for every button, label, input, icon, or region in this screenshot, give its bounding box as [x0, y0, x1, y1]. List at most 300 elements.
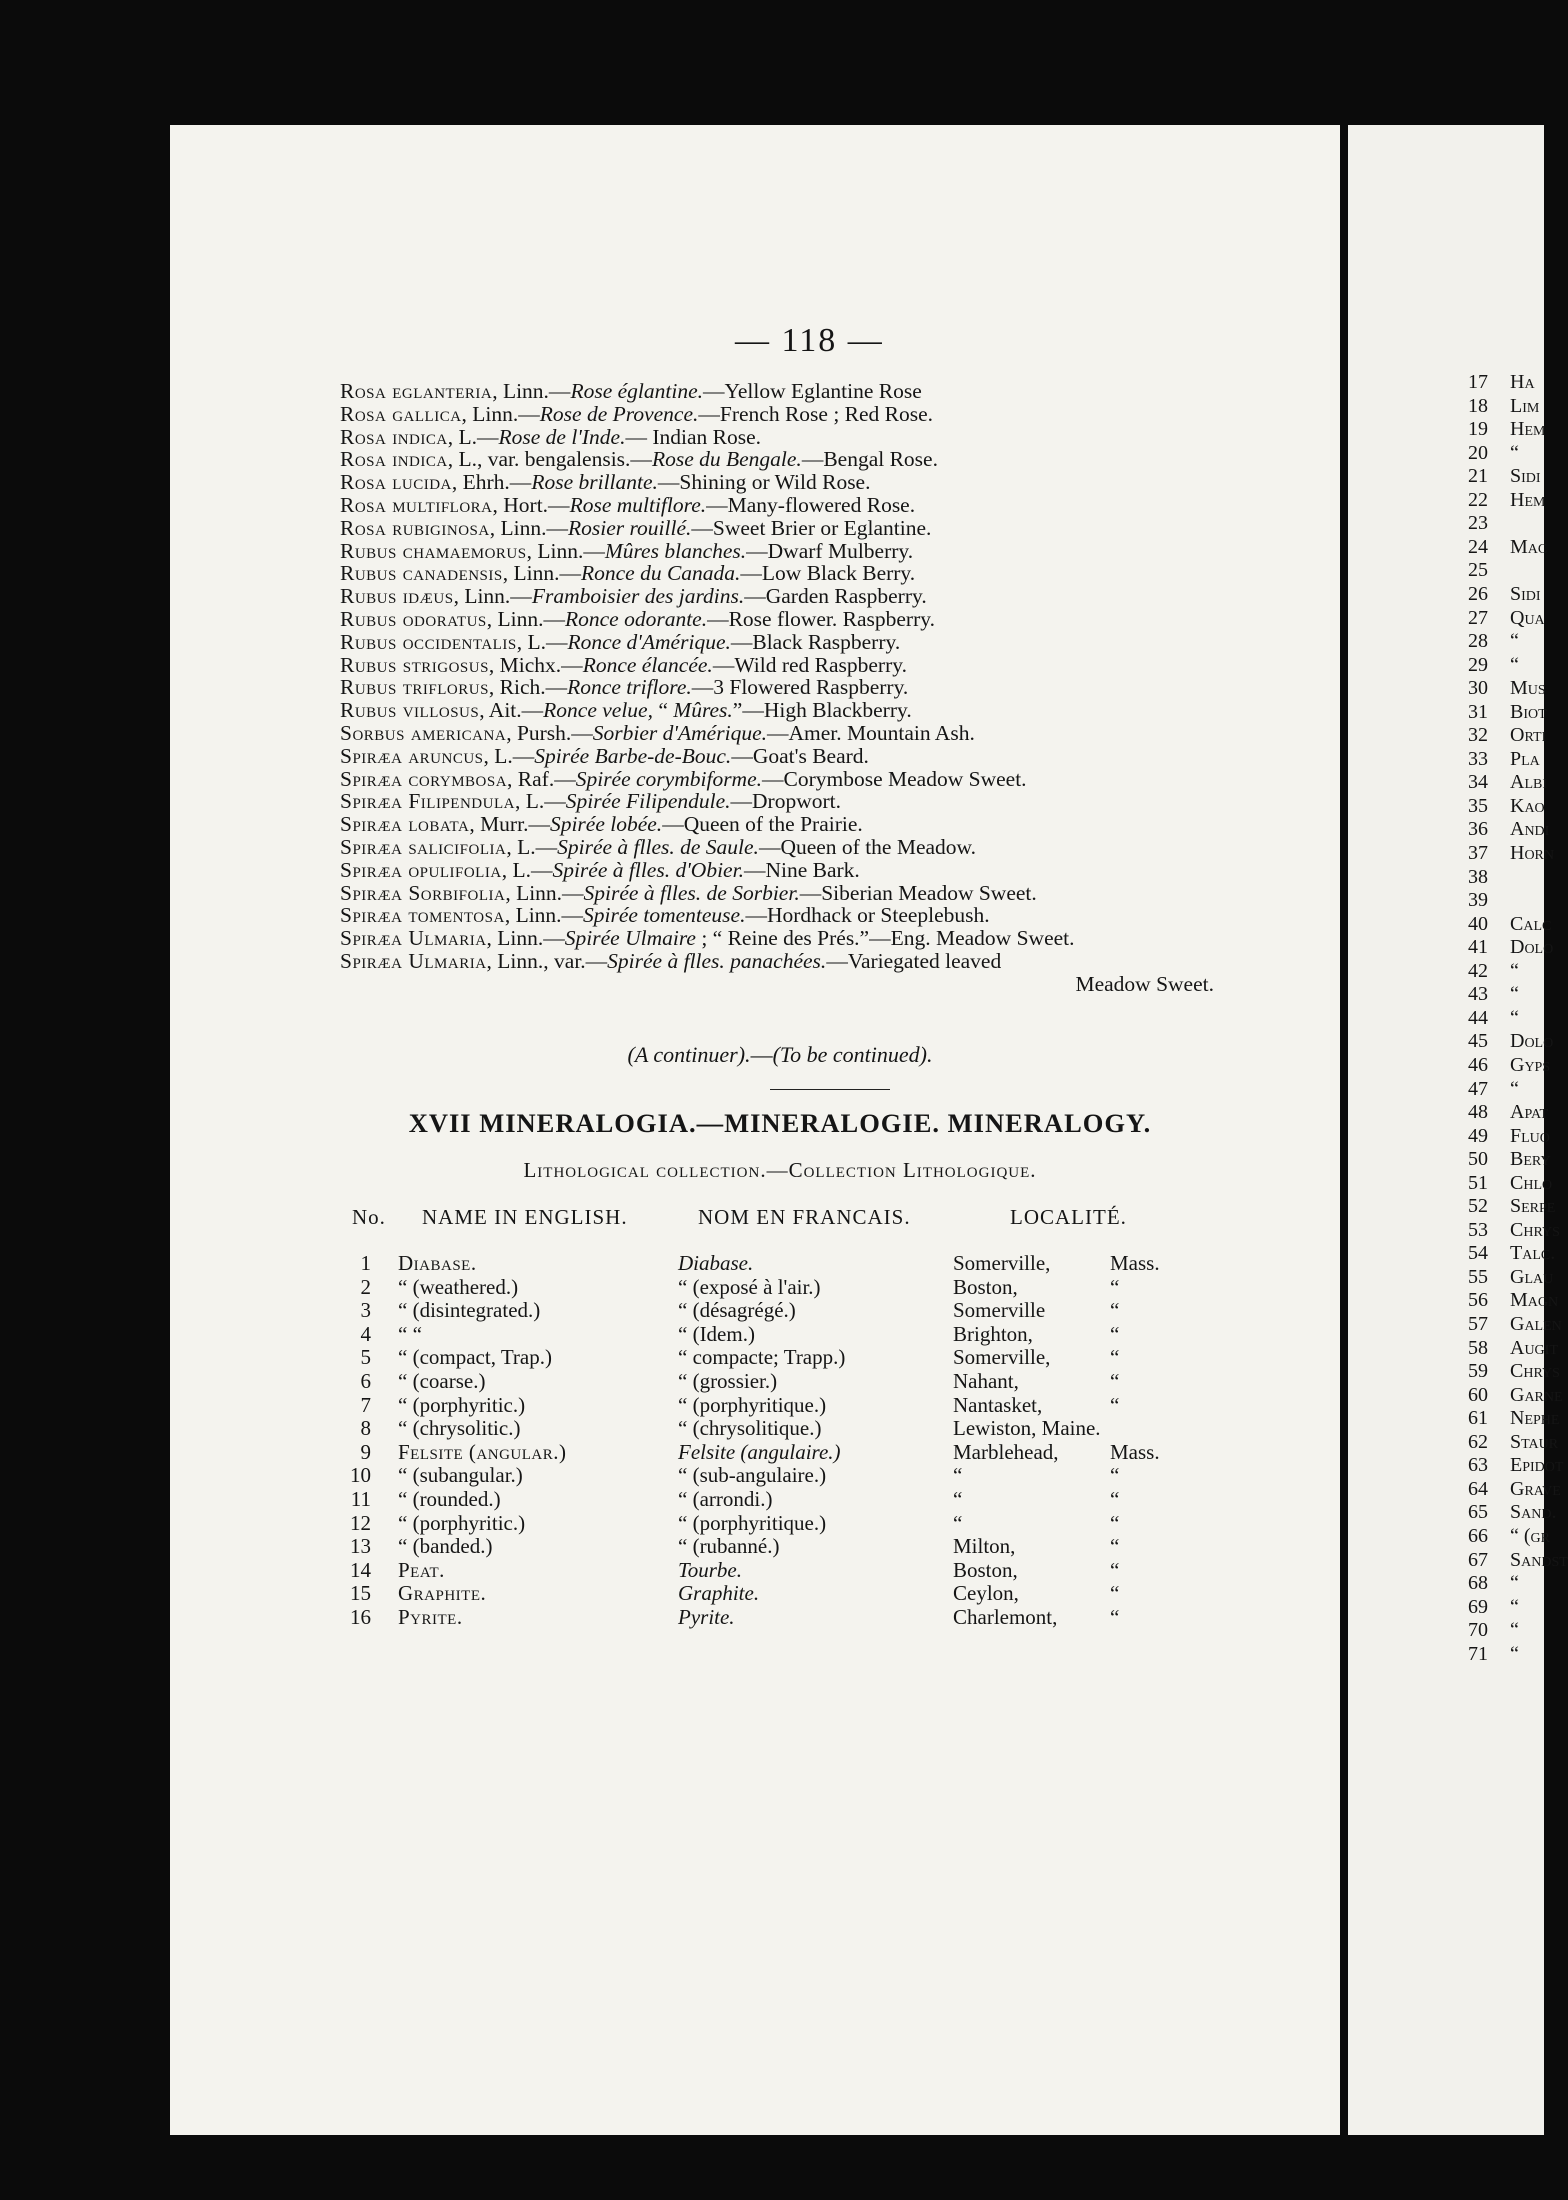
plant-text: —Hordhack or Steeplebush.	[745, 903, 990, 928]
plant-text: — Indian Rose.	[625, 424, 762, 449]
right-row-number: 54	[1468, 1242, 1488, 1265]
locality: Nahant,	[953, 1369, 1019, 1393]
plant-text: —Dwarf Mulberry.	[746, 538, 914, 563]
right-row-number: 67	[1468, 1548, 1488, 1571]
plant-text: —Nine Bark.	[743, 857, 860, 882]
plant-text: —Shining or Wild Rose.	[657, 470, 871, 495]
right-page-row	[0, 1430, 1559, 1454]
right-row-number: 49	[1468, 1124, 1488, 1147]
locality: “	[953, 1487, 963, 1511]
plant-latin-name: Spiræa Filipendula	[340, 789, 515, 814]
plant-text: , Linn., var.—	[486, 948, 608, 973]
french-name: Tourbe.	[678, 1557, 742, 1582]
plant-text: —Variegated leaved	[826, 948, 1002, 973]
plant-text: —Siberian Meadow Sweet.	[799, 880, 1037, 905]
state: “	[1110, 1557, 1120, 1582]
plant-text: —Queen of the Prairie.	[662, 812, 863, 837]
page-number: — 118 —	[735, 322, 884, 359]
plant-french-name: Spirée à flles. de Sorbier.	[583, 880, 800, 905]
plant-text: “	[652, 698, 674, 723]
right-row-number: 23	[1468, 512, 1488, 535]
locality: Ceylon,	[953, 1581, 1019, 1606]
right-row-label: Lim	[1510, 394, 1540, 417]
plant-french-name: Mûres blanches.	[604, 538, 747, 563]
plant-text: , Linn.—	[461, 401, 540, 426]
right-row-number: 55	[1468, 1265, 1488, 1288]
right-page-row	[0, 935, 1554, 959]
right-page-row	[0, 841, 1555, 865]
right-row-label: Ha	[1510, 371, 1535, 393]
french-name: Felsite (angulaire.)	[678, 1439, 841, 1464]
header-french: NOM EN FRANCAIS.	[698, 1205, 911, 1229]
right-page-row	[0, 1171, 1553, 1195]
right-page-row	[0, 770, 1547, 794]
right-row-label: Chlo	[1510, 1171, 1553, 1194]
locality: “	[953, 1463, 963, 1488]
right-page-row	[0, 629, 1544, 653]
right-page-row	[0, 488, 1544, 512]
right-row-number: 44	[1468, 1006, 1488, 1029]
right-row-label: Galen	[1510, 1313, 1562, 1335]
right-page-row	[0, 1288, 1559, 1312]
plant-text: —3 Flowered Raspberry.	[691, 675, 909, 700]
right-page-row	[0, 1642, 1544, 1666]
right-page-row	[0, 511, 1544, 535]
state: “	[1110, 1581, 1120, 1606]
plant-latin-name: Rubus canadensis	[340, 561, 503, 586]
french-name: “ (Idem.)	[678, 1321, 755, 1346]
right-row-label: Talc.	[1510, 1242, 1556, 1265]
french-name: “ (porphyritique.)	[678, 1510, 827, 1535]
plant-text: —Sweet Brier or Eglantine.	[691, 515, 932, 540]
state: Mass.	[1110, 1251, 1160, 1275]
right-row-number: 57	[1468, 1313, 1488, 1335]
right-row-number: 71	[1468, 1642, 1488, 1665]
right-row-label: “	[1510, 1642, 1519, 1665]
english-name: “ (porphyritic.)	[398, 1392, 526, 1417]
right-row-number: 39	[1468, 889, 1488, 912]
right-row-label: “	[1510, 959, 1519, 982]
right-row-number: 25	[1468, 559, 1488, 582]
english-name: Peat.	[398, 1557, 445, 1582]
right-row-number: 47	[1468, 1077, 1488, 1100]
right-row-number: 36	[1468, 818, 1488, 841]
plant-latin-name: Spiræa corymbosa	[340, 766, 508, 791]
plant-text: —Black Raspberry.	[730, 629, 901, 654]
plant-text: , L.—	[506, 834, 558, 859]
plant-french-name: Spirée à flles. panachées.	[607, 948, 827, 973]
right-row-label: “ (gr	[1510, 1524, 1550, 1547]
english-name: “ (porphyritic.)	[398, 1510, 526, 1535]
row-number: 15	[350, 1581, 371, 1606]
row-number: 4	[360, 1321, 371, 1346]
right-row-number: 65	[1468, 1501, 1488, 1524]
continued-sep: —	[750, 1042, 773, 1067]
locality: Lewiston, Maine.	[953, 1416, 1101, 1441]
locality: Brighton,	[953, 1321, 1033, 1346]
plant-french-name: Rose de l'Inde.	[498, 424, 626, 449]
plant-french-name: Framboisier des jardins.	[531, 584, 745, 609]
right-page-row	[0, 464, 1544, 488]
right-row-label: Pla	[1510, 747, 1540, 770]
right-page-row	[0, 912, 1552, 936]
right-row-number: 24	[1468, 535, 1488, 558]
right-row-number: 50	[1468, 1148, 1488, 1171]
locality: Charlemont,	[953, 1605, 1058, 1629]
plant-latin-name: Rosa multiflora	[340, 492, 493, 517]
right-row-label: Horn	[1510, 842, 1555, 864]
right-row-label: Sandst	[1510, 1548, 1568, 1571]
english-name: “ (rounded.)	[398, 1487, 501, 1511]
right-row-number: 60	[1468, 1383, 1488, 1406]
right-row-label: Sidi	[1510, 582, 1541, 605]
plant-latin-name: Rosa gallica	[340, 401, 462, 426]
header-no: No.	[352, 1205, 386, 1229]
right-page-row	[0, 535, 1548, 559]
right-row-label: “	[1510, 1006, 1519, 1029]
right-row-number: 61	[1468, 1407, 1488, 1430]
english-name: “ (subangular.)	[398, 1463, 523, 1488]
right-row-number: 31	[1468, 700, 1488, 723]
right-row-number: 32	[1468, 724, 1488, 747]
right-row-number: 37	[1468, 842, 1488, 864]
row-number: 14	[350, 1557, 371, 1582]
right-row-label: Garne	[1510, 1383, 1563, 1406]
right-page-row	[0, 1124, 1550, 1148]
plant-latin-name: Spiræa lobata	[340, 812, 470, 837]
right-row-number: 70	[1468, 1619, 1488, 1642]
plant-text: , L.—	[501, 857, 553, 882]
row-number: 2	[360, 1274, 371, 1299]
right-page-row	[0, 606, 1544, 630]
plant-text: —Corymbose Meadow Sweet.	[762, 766, 1027, 791]
plant-latin-name: Rosa indica	[340, 447, 448, 472]
right-page-row	[0, 1548, 1568, 1572]
right-page-row	[0, 1265, 1554, 1289]
row-number: 12	[350, 1510, 371, 1535]
english-name: “ (weathered.)	[398, 1274, 519, 1299]
plant-latin-name: Rubus chamaemorus	[340, 538, 527, 563]
right-page-row	[0, 1595, 1544, 1619]
right-page-row	[0, 865, 1544, 889]
right-page-row	[0, 370, 1544, 394]
header-english: NAME IN ENGLISH.	[422, 1205, 628, 1229]
state: “	[1110, 1369, 1120, 1393]
locality: Somerville,	[953, 1251, 1051, 1275]
right-row-label: Kao	[1510, 794, 1545, 817]
plant-text: ”—High Blackberry.	[732, 698, 912, 723]
right-row-number: 22	[1468, 488, 1488, 511]
right-row-label: Qua	[1510, 606, 1545, 629]
plant-text: , L.—	[447, 424, 499, 449]
right-row-number: 52	[1468, 1195, 1488, 1218]
right-row-number: 41	[1468, 936, 1488, 959]
row-number: 8	[360, 1416, 371, 1441]
right-row-number: 38	[1468, 865, 1488, 888]
row-number: 6	[360, 1369, 371, 1393]
right-page-row	[0, 1218, 1560, 1242]
plant-latin-name: Spiræa aruncus	[340, 743, 484, 768]
plant-text: —Rose flower. Raspberry.	[707, 606, 935, 631]
plant-text: , Linn.—	[492, 379, 571, 403]
right-row-number: 64	[1468, 1477, 1488, 1500]
row-number: 16	[350, 1605, 371, 1629]
plant-latin-name: Spiræa Ulmaria	[340, 948, 487, 973]
french-name: “ (sub-angulaire.)	[678, 1463, 827, 1488]
right-row-number: 42	[1468, 959, 1488, 982]
state: “	[1110, 1392, 1120, 1417]
row-number: 11	[350, 1487, 371, 1511]
french-name: “ (désagrégé.)	[678, 1298, 796, 1323]
plant-french-name: Spirée à flles. de Saule.	[557, 834, 759, 859]
right-row-label: Chrys	[1510, 1218, 1560, 1241]
right-page-row	[0, 888, 1544, 912]
locality: Boston,	[953, 1557, 1018, 1582]
plant-latin-name: Rosa rubiginosa	[340, 515, 490, 540]
right-row-number: 51	[1468, 1171, 1488, 1194]
plant-french-name: Ronce triflore.	[567, 675, 692, 700]
english-name: Graphite.	[398, 1581, 487, 1606]
plant-french-name: Ronce velue,	[543, 698, 653, 723]
locality: Nantasket,	[953, 1392, 1043, 1417]
right-row-number: 53	[1468, 1218, 1488, 1241]
right-row-label: Sidi	[1510, 465, 1541, 488]
plant-french-name: Sorbier d'Amérique.	[592, 720, 767, 745]
plant-french-name: Ronce odorante.	[564, 606, 708, 631]
english-name: “ (banded.)	[398, 1534, 493, 1559]
plant-text: —French Rose ; Red Rose.	[698, 401, 934, 426]
row-number: 9	[360, 1439, 371, 1464]
right-row-label: Mac	[1510, 535, 1548, 558]
right-page-row	[0, 417, 1544, 441]
state: “	[1110, 1510, 1120, 1535]
plant-text: —Many-flowered Rose.	[706, 492, 916, 517]
right-row-label: Gyps	[1510, 1053, 1551, 1076]
french-name: “ (exposé à l'air.)	[678, 1274, 821, 1299]
right-page-row	[0, 1500, 1557, 1524]
right-row-number: 59	[1468, 1360, 1488, 1383]
plant-text: , Linn.—	[489, 515, 568, 540]
right-row-label: Bery	[1510, 1148, 1551, 1171]
state: “	[1110, 1605, 1120, 1629]
right-page-row	[0, 394, 1544, 418]
plant-french-name: Spirée Ulmaire	[564, 926, 696, 951]
plant-latin-name: Rubus odoratus	[340, 606, 487, 631]
plant-text: —Low Black Berry.	[740, 561, 916, 586]
right-page-row	[0, 558, 1544, 582]
plant-latin-name: Rubus villosus	[340, 698, 480, 723]
state: “	[1110, 1298, 1120, 1323]
plant-text: , Linn.—	[526, 538, 605, 563]
right-row-label: Serpe	[1510, 1195, 1556, 1218]
right-row-label: Hem	[1510, 418, 1546, 441]
plant-text: —Wild red Raspberry.	[712, 652, 907, 677]
plant-latin-name: Rubus idæus	[340, 584, 454, 609]
english-name: Diabase.	[398, 1251, 477, 1275]
french-name: “ (chrysolitique.)	[678, 1416, 822, 1441]
english-name: “ (compact, Trap.)	[398, 1345, 552, 1370]
plant-text: , L., var. bengalensis.—	[447, 447, 652, 472]
right-page-row	[0, 441, 1544, 465]
right-row-label: Chrys	[1510, 1360, 1560, 1383]
right-page-row	[0, 720, 1547, 747]
right-row-label: Nephe	[1510, 1407, 1560, 1430]
right-row-label: Fluo	[1510, 1124, 1550, 1147]
continued-fr: (A continuer).	[627, 1042, 751, 1067]
right-page-row	[0, 959, 1544, 983]
right-page-row	[0, 794, 1544, 818]
plant-text: —Bengal Rose.	[801, 447, 938, 472]
plant-latin-name: Rubus triflorus	[340, 675, 489, 700]
plant-french-name: Spirée à flles. d'Obier.	[552, 857, 744, 882]
plant-french-name: Rose brillante.	[531, 470, 658, 495]
right-row-number: 56	[1468, 1289, 1488, 1312]
locality: Boston,	[953, 1274, 1018, 1299]
right-row-number: 63	[1468, 1454, 1488, 1477]
plant-french-name: Spirée Barbe-de-Bouc.	[534, 743, 732, 768]
row-number: 13	[350, 1534, 371, 1559]
plant-latin-name: Sorbus americana	[340, 720, 507, 745]
state: Mass.	[1110, 1439, 1160, 1464]
plant-french-name: Rose de Provence.	[539, 401, 699, 426]
plant-text: , Murr.—	[469, 812, 550, 837]
plant-text: , Linn.—	[453, 584, 532, 609]
plant-text: , L.—	[516, 629, 568, 654]
state: “	[1110, 1321, 1120, 1346]
plant-french-name: Spirée lobée.	[549, 812, 663, 837]
plant-text: ; “ Reine des Prés.”—Eng. Meadow Sweet.	[695, 926, 1075, 951]
french-name: Pyrite.	[678, 1605, 735, 1629]
plant-text: , Ait.—	[479, 698, 544, 723]
right-page-row	[0, 747, 1544, 771]
right-row-label: Biot	[1510, 700, 1547, 723]
plant-french-name: Rosier rouillé.	[567, 515, 692, 540]
right-page-row	[0, 1029, 1554, 1053]
plant-text: , Linn.—	[505, 880, 584, 905]
english-name: “ (coarse.)	[398, 1369, 486, 1393]
right-row-number: 35	[1468, 794, 1488, 817]
right-row-number: 21	[1468, 465, 1488, 488]
row-number: 3	[360, 1298, 371, 1323]
locality: “	[953, 1510, 963, 1535]
right-page-row	[0, 982, 1544, 1006]
english-name: Pyrite.	[398, 1605, 463, 1629]
right-row-label: “	[1510, 1619, 1519, 1642]
locality: Somerville	[953, 1298, 1046, 1323]
plant-latin-name: Spiræa salicifolia	[340, 834, 507, 859]
right-row-label: “	[1510, 653, 1519, 676]
right-page-row	[0, 1453, 1564, 1477]
plant-text: —Garden Raspberry.	[744, 584, 927, 609]
right-page-row	[0, 653, 1544, 677]
right-row-number: 62	[1468, 1430, 1488, 1453]
right-row-number: 46	[1468, 1053, 1488, 1076]
locality: Milton,	[953, 1534, 1016, 1559]
row-number: 1	[360, 1251, 371, 1275]
plant-latin-name: Spiræa opulifolia	[340, 857, 502, 882]
plant-latin-name: Spiræa Sorbifolia	[340, 880, 506, 905]
right-page-row	[0, 700, 1547, 724]
right-page-row	[0, 817, 1550, 841]
right-row-number: 19	[1468, 418, 1488, 441]
plant-text: , L.—	[483, 743, 535, 768]
right-row-label: Glau	[1510, 1265, 1554, 1288]
state: “	[1110, 1345, 1120, 1370]
right-row-label: Augit	[1510, 1336, 1558, 1359]
plant-french-name: Spirée corymbiforme.	[575, 766, 763, 791]
plant-text: , Pursh.—	[506, 720, 593, 745]
french-name: “ (grossier.)	[678, 1369, 778, 1393]
plant-text: , Raf.—	[507, 766, 576, 791]
plant-latin-name: Rubus strigosus	[340, 652, 489, 677]
right-page-row	[0, 1147, 1551, 1171]
right-page-row	[0, 1241, 1556, 1265]
state: “	[1110, 1274, 1120, 1299]
state: “	[1110, 1487, 1120, 1511]
right-row-number: 34	[1468, 771, 1488, 794]
english-name: “ “	[398, 1321, 422, 1346]
locality: Somerville,	[953, 1345, 1051, 1370]
right-row-label: Andi	[1510, 818, 1550, 841]
right-row-label: “	[1510, 441, 1519, 464]
right-row-label: Calc	[1510, 912, 1552, 935]
french-name: Graphite.	[678, 1581, 760, 1606]
right-page-row	[0, 1571, 1544, 1595]
right-row-number: 48	[1468, 1101, 1488, 1124]
right-row-label: “	[1510, 1572, 1519, 1595]
right-page-row	[0, 1336, 1558, 1360]
right-row-number: 45	[1468, 1030, 1488, 1053]
right-page-row	[0, 1477, 1561, 1501]
plant-text: , Hort.—	[492, 492, 570, 517]
right-row-number: 29	[1468, 653, 1488, 676]
right-page-row	[0, 676, 1544, 700]
right-row-number: 58	[1468, 1336, 1488, 1359]
right-row-number: 28	[1468, 630, 1488, 653]
state: “	[1110, 1463, 1120, 1488]
right-row-number: 43	[1468, 983, 1488, 1006]
plant-text: —Queen of the Meadow.	[758, 834, 977, 859]
plant-text: , Linn.—	[486, 606, 565, 631]
right-row-label: Staur	[1510, 1430, 1559, 1453]
right-page-row	[0, 1359, 1560, 1383]
plant-text: —Amer. Mountain Ash.	[766, 720, 975, 745]
plant-latin-name: Spiræa tomentosa	[340, 903, 505, 928]
english-name: “ (disintegrated.)	[398, 1298, 541, 1323]
plant-french-name: Spirée Filipendule.	[565, 789, 731, 814]
right-row-number: 33	[1468, 747, 1488, 770]
right-row-label: “	[1510, 630, 1519, 653]
right-row-label: Apat	[1510, 1101, 1549, 1124]
french-name: “ (porphyritique.)	[678, 1392, 827, 1417]
plant-french-name: Ronce du Canada.	[580, 561, 741, 586]
plant-text: , Rich.—	[488, 675, 568, 700]
plant-text: , L.—	[514, 789, 566, 814]
plant-text: , Linn.—	[504, 903, 584, 928]
right-row-number: 18	[1468, 394, 1488, 417]
right-row-number: 66	[1468, 1524, 1488, 1547]
right-row-number: 20	[1468, 441, 1488, 464]
right-row-label: Sand.	[1510, 1501, 1557, 1524]
right-row-label: Orti	[1510, 724, 1547, 747]
french-name: “ (rubanné.)	[678, 1534, 780, 1559]
plant-french-name: Ronce d'Amérique.	[567, 629, 731, 654]
plant-text: —Dropwort.	[730, 789, 841, 814]
right-row-label: “	[1510, 1595, 1519, 1618]
collection-title: Lithological collection.—Collection Lithologique.	[523, 1158, 1037, 1182]
right-row-label: “	[1510, 1077, 1519, 1100]
plant-french-name: Ronce élancée.	[582, 652, 713, 677]
